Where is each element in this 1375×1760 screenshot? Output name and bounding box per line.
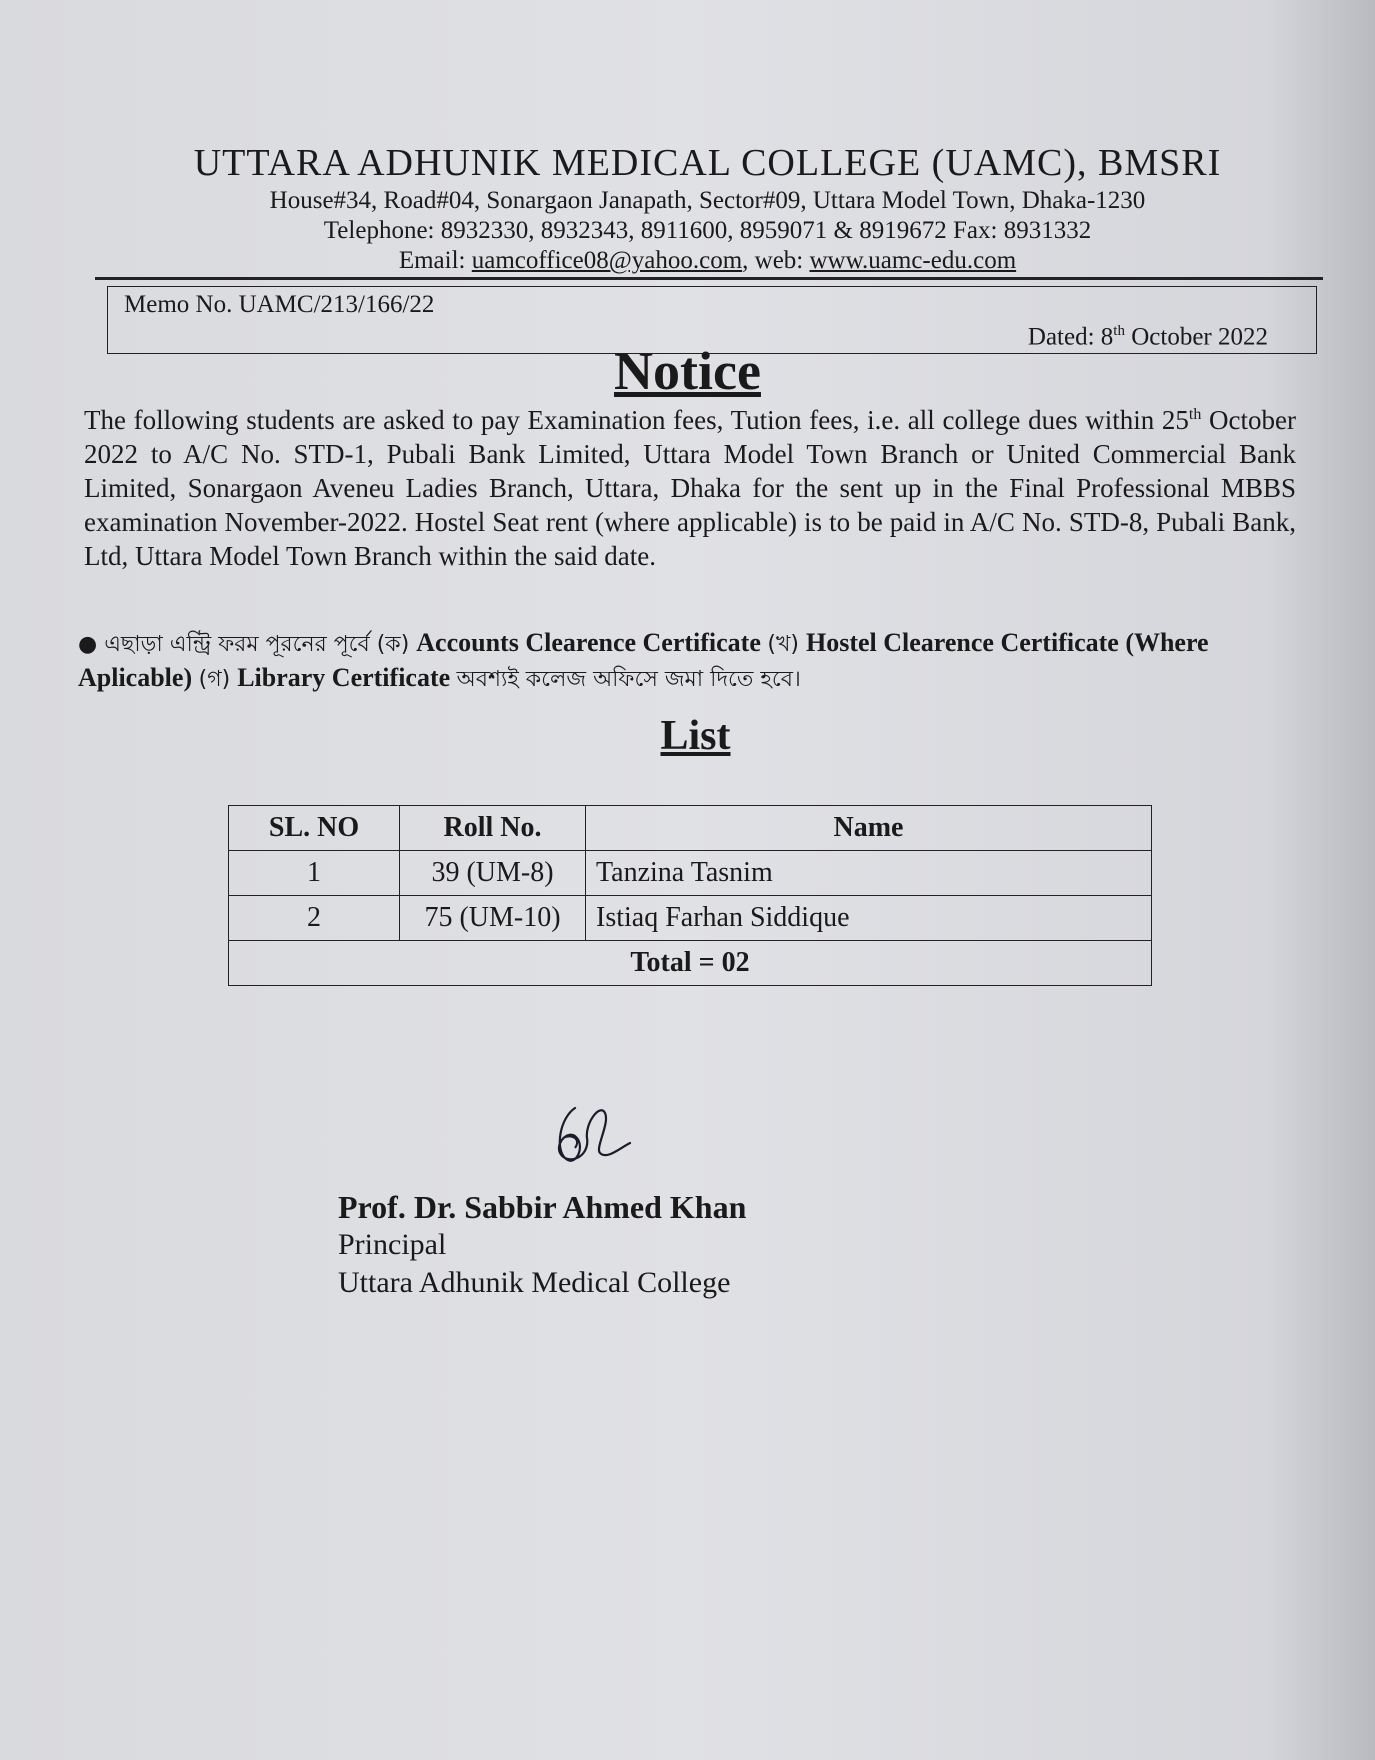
cell-roll: 75 (UM-10) xyxy=(400,896,586,941)
web-label: , web: xyxy=(742,247,810,274)
student-table xyxy=(228,805,1152,986)
body-sup: th xyxy=(1188,406,1202,423)
cell-name: Tanzina Tasnim xyxy=(586,851,1152,896)
signatory-block xyxy=(338,1188,746,1302)
header-sl-no: SL. NO xyxy=(229,806,400,851)
table-total-row xyxy=(229,941,1152,986)
cell-roll: 39 (UM-8) xyxy=(400,851,586,896)
signature-icon xyxy=(545,1098,635,1178)
web-link[interactable]: www.uamc-edu.com xyxy=(809,247,1017,274)
college-telephone: Telephone: 8932330, 8932343, 8911600, 8959071 & 8919672 Fax: 8931332 xyxy=(323,217,1092,244)
bullet-en-3: Library Certificate xyxy=(237,663,457,692)
list-title: List xyxy=(660,713,731,759)
header-name: Name xyxy=(586,806,1152,851)
letterhead-divider xyxy=(95,277,1323,280)
cell-sl: 2 xyxy=(229,896,400,941)
body-part-2: October 2022 to A/C No. STD-1, Pubali Bank Limited, Uttara Model Town Branch or United Commercial Bank Limited, Sonargaon Aveneu Ladies Branch, Uttara, Dhaka for the sent up in the Final Professional MBBS examination November-2022. Hostel Seat rent (where applicable) is to be paid in A/C No. STD-8, Pubali Bank, Ltd, Uttara Model Town Branch within the said date. xyxy=(84,405,1296,571)
date-month-year: October 2022 xyxy=(1124,323,1268,350)
cell-sl: 1 xyxy=(229,851,400,896)
signatory-name: Prof. Dr. Sabbir Ahmed Khan xyxy=(338,1189,747,1225)
bullet-bn-4: অবশ্যই কলেজ অফিসে জমা দিতে হবে। xyxy=(456,667,801,692)
college-contact xyxy=(95,246,1320,276)
bullet-en-1: Accounts Clearence Certificate xyxy=(416,628,768,657)
bullet-bn-2: (খ) xyxy=(767,632,806,657)
email-label: Email: xyxy=(398,247,472,274)
header-roll-no: Roll No. xyxy=(400,806,586,851)
date-prefix: Dated: 8 xyxy=(1027,323,1114,350)
table-header-row xyxy=(229,806,1152,851)
date-suffix-sup: th xyxy=(1113,322,1125,339)
college-name: UTTARA ADHUNIK MEDICAL COLLEGE (UAMC), BMSRI xyxy=(193,142,1222,184)
table-row xyxy=(229,851,1152,896)
cell-name: Istiaq Farhan Siddique xyxy=(586,896,1152,941)
memo-number: Memo No. UAMC/213/166/22 xyxy=(124,291,435,318)
email-link[interactable]: uamcoffice08@yahoo.com xyxy=(471,247,743,274)
college-address: House#34, Road#04, Sonargaon Janapath, Sector#09, Uttara Model Town, Dhaka-1230 xyxy=(269,187,1146,214)
table-row xyxy=(229,896,1152,941)
signatory-title: Principal xyxy=(338,1228,447,1261)
notice-title: Notice xyxy=(614,341,761,401)
notice-body xyxy=(84,398,1296,573)
bullet-instruction xyxy=(78,626,1323,696)
cell-total: Total = 02 xyxy=(229,941,1152,986)
bullet-bn-1: ● এছাড়া এন্ট্রি ফরম পূরনের পূর্বে (ক) xyxy=(78,632,417,657)
letterhead xyxy=(95,140,1320,276)
bullet-en-2: Hostel Clearence Certificate (Where Aplicable) xyxy=(78,628,1209,692)
body-part-1: The following students are asked to pay Examination fees, Tution fees, i.e. all college dues within 25 xyxy=(84,405,1189,435)
bullet-bn-3: (গ) xyxy=(198,667,238,692)
signatory-institution: Uttara Adhunik Medical College xyxy=(338,1266,731,1299)
